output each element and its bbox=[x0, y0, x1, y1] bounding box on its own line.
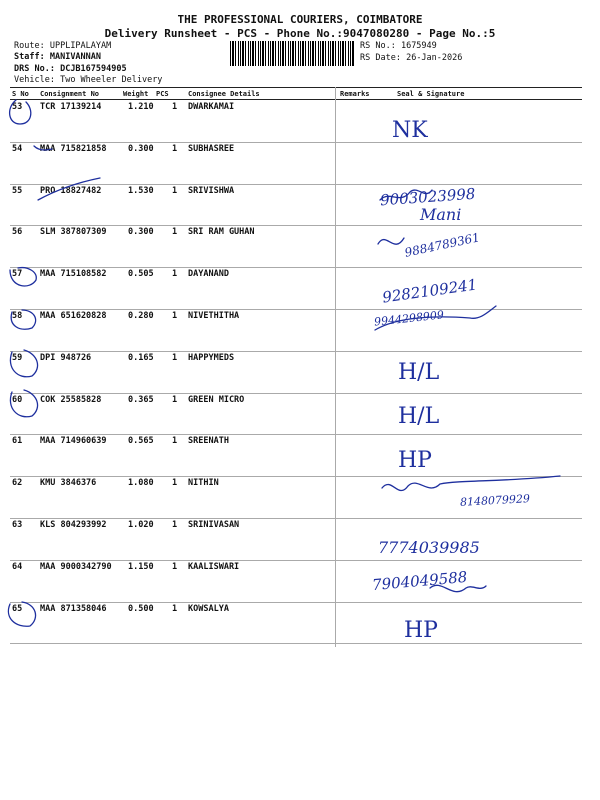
route-value: UPPLIPALAYAM bbox=[49, 41, 112, 51]
row-consignee: HAPPYMEDS bbox=[188, 352, 235, 363]
signature-scribble-62 bbox=[382, 476, 560, 491]
row-consignment-no: PRO 18827482 bbox=[40, 185, 102, 196]
phone-note-56: 9884789361 bbox=[403, 230, 481, 260]
staff-label: Staff: bbox=[14, 52, 45, 62]
row-consignment-no: MAA 871358046 bbox=[40, 603, 107, 614]
row-weight: 0.505 bbox=[128, 269, 154, 280]
row-consignee: DWARKAMAI bbox=[188, 102, 235, 112]
row-weight: 0.165 bbox=[128, 352, 154, 363]
row-pcs: 1 bbox=[172, 269, 178, 280]
col-header-consignee: Consignee Details bbox=[188, 90, 260, 98]
row-consignee: SUBHASREE bbox=[188, 143, 235, 154]
row-weight: 1.530 bbox=[128, 185, 154, 196]
route-label: Route: bbox=[14, 41, 45, 51]
row-consignee: SRI RAM GUHAN bbox=[188, 227, 255, 238]
rs-date-value: 26-Jan-2026 bbox=[406, 53, 463, 63]
row-weight: 0.500 bbox=[128, 603, 154, 614]
rs-date-label: RS Date: bbox=[360, 53, 401, 63]
tick-circle-57 bbox=[10, 268, 36, 286]
row-consignment-no: SLM 387807309 bbox=[40, 227, 107, 238]
vehicle-label: Vehicle: bbox=[14, 75, 55, 85]
row-consignee: GREEN MICRO bbox=[188, 394, 245, 405]
rs-no-label: RS No.: bbox=[360, 41, 396, 51]
row-consignment-no: MAA 714960639 bbox=[40, 436, 107, 447]
name-note-55: Mani bbox=[420, 205, 462, 224]
row-pcs: 1 bbox=[172, 394, 178, 405]
row-consignment-no: KLS 804293992 bbox=[40, 520, 107, 530]
tick-mark-55 bbox=[38, 178, 100, 200]
row-sno: 53 bbox=[12, 102, 23, 112]
row-consignment-no: MAA 715108582 bbox=[40, 269, 107, 280]
row-consignee: SREENATH bbox=[188, 436, 229, 447]
row-sno: 56 bbox=[12, 227, 23, 238]
row-consignee: KOWSALYA bbox=[188, 603, 229, 614]
row-pcs: 1 bbox=[172, 311, 178, 321]
row-pcs: 1 bbox=[172, 352, 178, 363]
phone-note-57: 9282109241 bbox=[381, 275, 479, 307]
row-pcs: 1 bbox=[172, 603, 178, 614]
phone-note-63: 7774039985 bbox=[378, 538, 480, 557]
tick-mark-54 bbox=[34, 146, 52, 150]
row-consignee: SRINIVASAN bbox=[188, 520, 240, 530]
signature-60: H/L bbox=[398, 404, 440, 429]
row-sno: 55 bbox=[12, 185, 23, 196]
col-header-signature: Seal & Signature bbox=[397, 90, 465, 98]
row-weight: 1.210 bbox=[128, 102, 154, 112]
row-weight: 1.080 bbox=[128, 478, 154, 489]
row-pcs: 1 bbox=[172, 227, 178, 238]
row-weight: 1.150 bbox=[128, 561, 154, 572]
row-sno: 63 bbox=[12, 520, 23, 530]
row-consignee: KAALISWARI bbox=[188, 561, 240, 572]
signature-61: HP bbox=[398, 448, 432, 473]
rs-no-value: 1675949 bbox=[400, 41, 437, 51]
signature-59: H/L bbox=[398, 360, 440, 385]
drs-label: DRS No.: bbox=[14, 64, 55, 74]
row-weight: 0.280 bbox=[128, 311, 154, 321]
row-pcs: 1 bbox=[172, 561, 178, 572]
signature-53: NK bbox=[392, 118, 428, 143]
row-weight: 0.300 bbox=[128, 143, 154, 154]
tick-circle-60 bbox=[10, 390, 37, 417]
row-sno: 64 bbox=[12, 561, 23, 572]
phone-note-55: 9003023998 bbox=[379, 184, 476, 210]
row-consignment-no: MAA 9000342790 bbox=[40, 561, 112, 572]
row-consignment-no: COK 25585828 bbox=[40, 394, 102, 405]
row-consignment-no: MAA 651620828 bbox=[40, 311, 107, 321]
row-weight: 0.300 bbox=[128, 227, 154, 238]
row-consignee: SRIVISHWA bbox=[188, 185, 235, 196]
signature-65: HP bbox=[404, 618, 438, 643]
row-weight: 1.020 bbox=[128, 520, 154, 530]
phone-note-64: 7904049588 bbox=[371, 567, 469, 595]
col-header-consignment: Consignment No bbox=[40, 90, 100, 98]
row-pcs: 1 bbox=[172, 520, 178, 530]
signature-scribble-56 bbox=[378, 238, 404, 244]
drs-value: DCJB167594905 bbox=[60, 64, 127, 74]
row-pcs: 1 bbox=[172, 102, 178, 112]
col-header-remarks: Remarks bbox=[340, 90, 370, 98]
row-sno: 57 bbox=[12, 269, 23, 280]
staff-value: MANIVANNAN bbox=[49, 52, 102, 62]
row-sno: 59 bbox=[12, 352, 23, 363]
tick-circle-58 bbox=[11, 310, 35, 329]
row-sno: 62 bbox=[12, 478, 23, 489]
row-consignee: NITHIN bbox=[188, 478, 219, 489]
row-consignment-no: DPI 948726 bbox=[40, 352, 92, 363]
phone-note-62: 8148079929 bbox=[459, 492, 531, 509]
row-weight: 0.565 bbox=[128, 436, 154, 447]
row-sno: 54 bbox=[12, 143, 23, 154]
col-header-weight: Weight bbox=[123, 90, 149, 98]
row-pcs: 1 bbox=[172, 185, 178, 196]
row-sno: 58 bbox=[12, 311, 23, 321]
vehicle-value: Two Wheeler Delivery bbox=[60, 75, 163, 85]
row-consignee: NIVETHITHA bbox=[188, 311, 240, 321]
row-consignment-no: KMU 3846376 bbox=[40, 478, 97, 489]
tick-circle-59 bbox=[10, 350, 37, 377]
col-header-sno: S No bbox=[12, 90, 29, 98]
col-header-pcs: PCS bbox=[156, 90, 169, 98]
row-sno: 60 bbox=[12, 394, 23, 405]
phone-note-58: 9944298909 bbox=[373, 308, 445, 329]
row-consignee: DAYANAND bbox=[188, 269, 229, 280]
row-weight: 0.365 bbox=[128, 394, 154, 405]
row-sno: 65 bbox=[12, 603, 23, 614]
tick-circle-53 bbox=[10, 100, 31, 124]
row-pcs: 1 bbox=[172, 478, 178, 489]
company-title: THE PROFESSIONAL COURIERS, COIMBATORE bbox=[177, 13, 423, 26]
row-consignment-no: MAA 715821858 bbox=[40, 143, 107, 154]
row-consignment-no: TCR 17139214 bbox=[40, 102, 102, 112]
row-sno: 61 bbox=[12, 436, 23, 447]
row-pcs: 1 bbox=[172, 143, 178, 154]
tick-circle-65 bbox=[8, 602, 35, 626]
runsheet-subtitle: Delivery Runsheet - PCS - Phone No.:9047080280 - Page No.:5 bbox=[104, 27, 496, 40]
row-pcs: 1 bbox=[172, 436, 178, 447]
